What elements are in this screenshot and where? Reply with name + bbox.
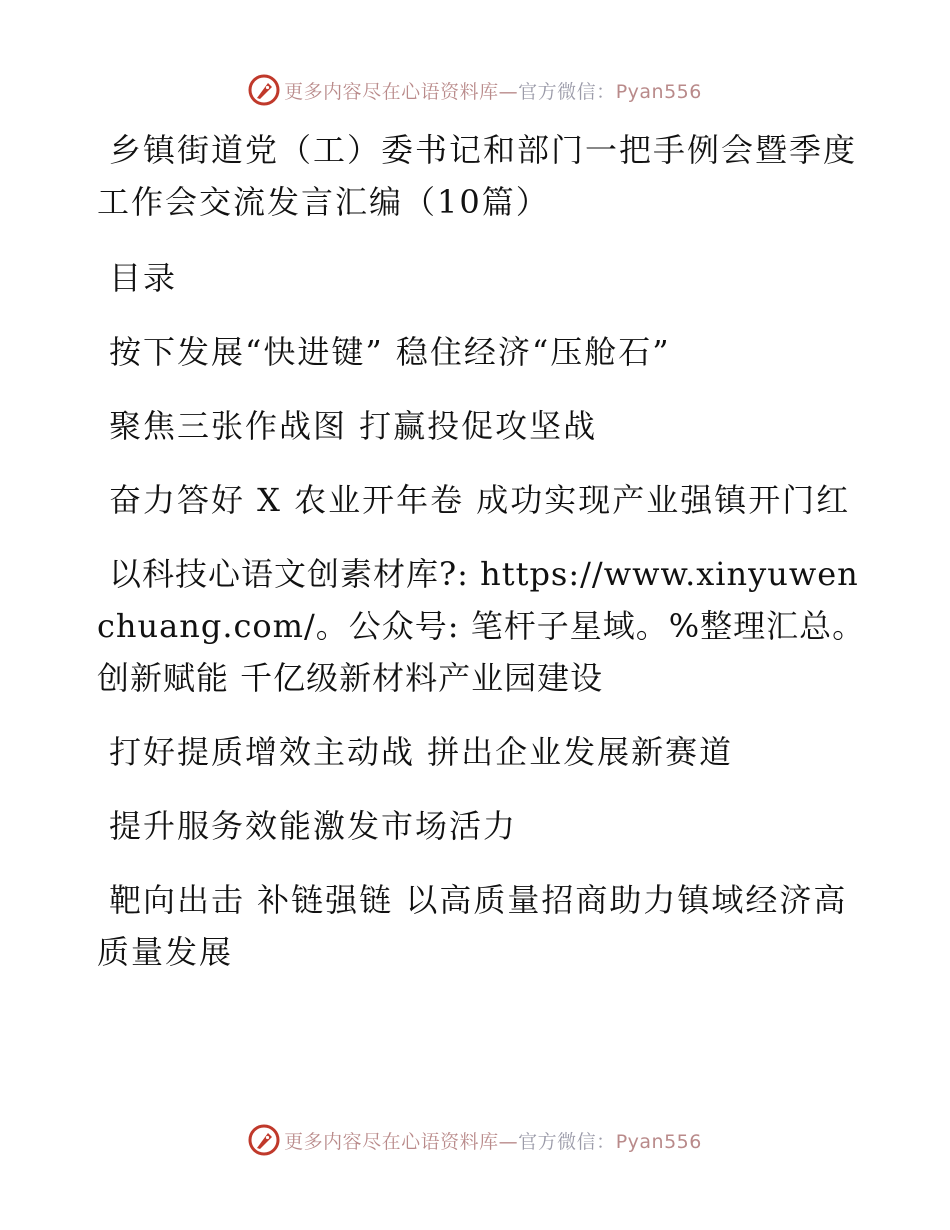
banner-wechat-id: Pyan556 (615, 80, 702, 103)
toc-item: 奋力答好 X 农业开年卷 成功实现产业强镇开门红 (109, 481, 851, 519)
banner-wechat-label: 官方微信： (518, 1130, 616, 1153)
toc-item: 以科技心语文创素材库?: https://www.xinyuwenchuang.com/。公众号: 笔杆子星域。%整理汇总。创新赋能 千亿级新材料产业园建设 (97, 555, 866, 697)
banner-main-text: 更多内容尽在心语资料库 (284, 1130, 499, 1153)
banner-main-text: 更多内容尽在心语资料库 (284, 80, 499, 103)
header-banner (0, 70, 950, 110)
toc-item: 提升服务效能激发市场活力 (109, 807, 518, 845)
banner-wechat-label: 官方微信： (518, 80, 616, 103)
banner-text (284, 77, 702, 104)
footer-banner (0, 1120, 950, 1160)
pen-nib-logo-icon (248, 74, 280, 106)
banner-dash: — (498, 80, 519, 103)
document-title: 乡镇街道党（工）委书记和部门一把手例会暨季度工作会交流发言汇编（10篇） (97, 131, 858, 221)
banner-dash: — (498, 1130, 519, 1153)
toc-item: 打好提质增效主动战 拼出企业发展新赛道 (109, 733, 734, 771)
pen-nib-logo-icon (248, 1124, 280, 1156)
banner-text (284, 1127, 702, 1154)
toc-heading: 目录 (109, 259, 178, 297)
toc-item: 靶向出击 补链强链 以高质量招商助力镇域经济高质量发展 (97, 881, 848, 971)
toc-item: 聚焦三张作战图 打赢投促攻坚战 (109, 407, 598, 445)
banner-wechat-id: Pyan556 (615, 1130, 702, 1153)
toc-item: 按下发展“快进键” 稳住经济“压舱石” (109, 333, 671, 371)
document-body (97, 124, 867, 1000)
